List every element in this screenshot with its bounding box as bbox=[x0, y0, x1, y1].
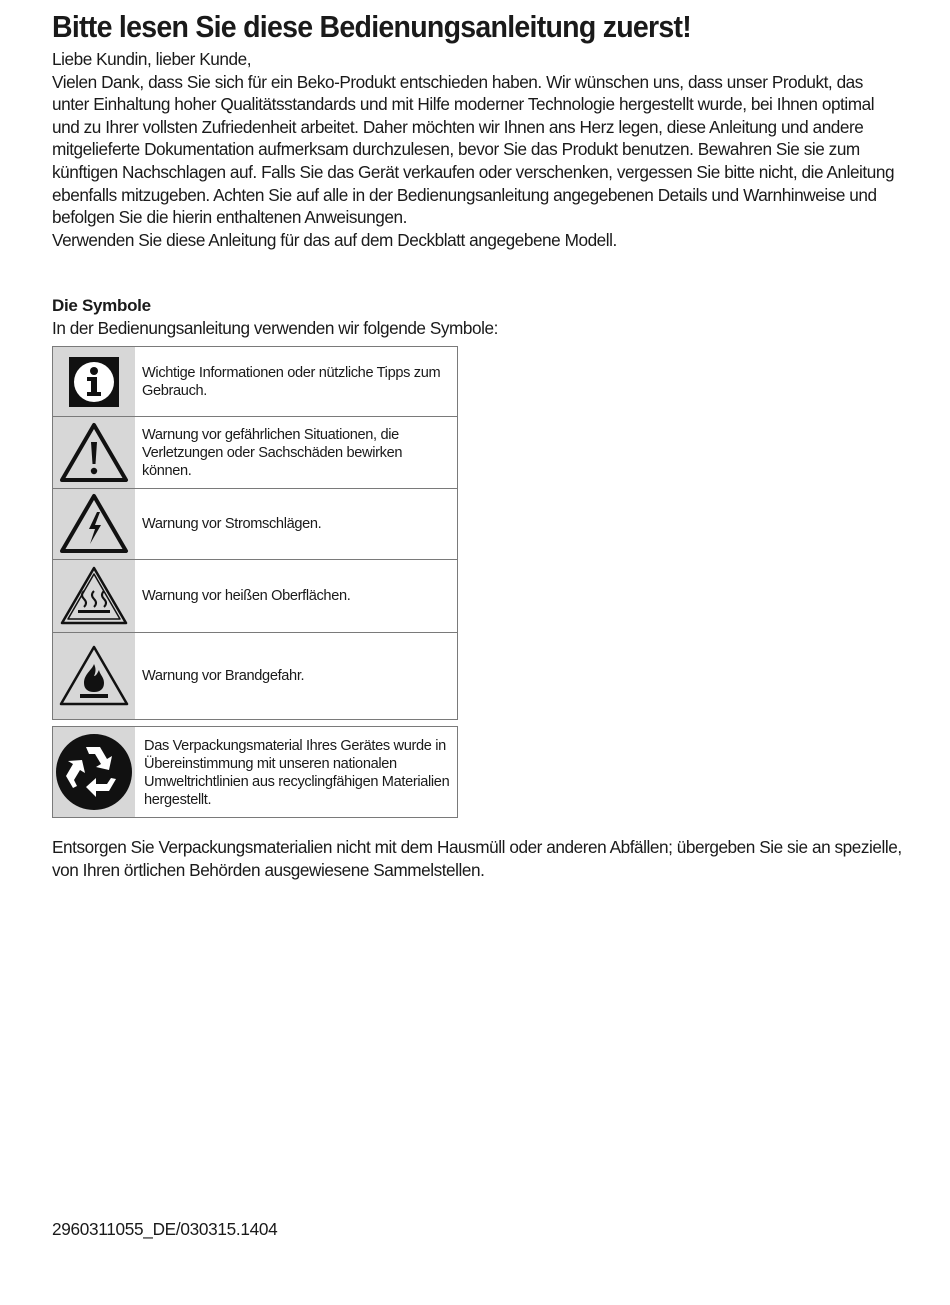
symbol-row-electric bbox=[53, 489, 457, 560]
greeting: Liebe Kundin, lieber Kunde, bbox=[52, 49, 252, 69]
recycling-text: Das Verpackungsmaterial Ihres Gerätes wurde in Übereinstimmung mit unseren nationalen Umweltrichtlinien aus recyclingfähigen Materialien hergestellt. bbox=[144, 738, 450, 808]
symbol-text-fire: Warnung vor Brandgefahr. bbox=[142, 668, 305, 684]
symbol-row-warning bbox=[53, 417, 457, 489]
document-code: 2960311055_DE/030315.1404 bbox=[52, 1219, 278, 1239]
electric-shock-icon bbox=[53, 489, 135, 559]
model-note: Verwenden Sie diese Anleitung für das auf dem Deckblatt angegebene Modell. bbox=[52, 229, 617, 250]
page-title: Bitte lesen Sie diese Bedienungsanleitung zuerst! bbox=[52, 9, 692, 44]
recycling-icon bbox=[53, 727, 135, 817]
symbols-table bbox=[52, 346, 458, 720]
intro-body: Vielen Dank, dass Sie sich für ein Beko-Produkt entschieden haben. Wir wünschen uns, dass unser Produkt, das unter Einhaltung hoher Qualitätsstandards und mit Hilfe moderner Technologie hergestellt wurde, bei Ihnen optimal und zu Ihrer vollsten Zufriedenheit arbeitet. Daher möchten wir Ihnen ans Herz legen, diese Anleitung und andere mitgelieferte Dokumentation aufmerksam durchzulesen, bevor Sie das Produkt benutzen. Bewahren Sie sie zum künftigen Nachschlagen auf. Falls Sie das Gerät verkaufen oder verschenken, vergessen Sie bitte nicht, die Anleitung ebenfalls mitzugeben. Achten Sie auf alle in der Bedienungsanleitung angegebenen Details und Warnhinweise und befolgen Sie die hierin enthaltenen Anweisungen. bbox=[52, 71, 895, 228]
warning-icon bbox=[53, 417, 135, 488]
intro-section bbox=[52, 48, 902, 251]
symbols-intro: In der Bedienungsanleitung verwenden wir folgende Symbole: bbox=[52, 318, 498, 338]
symbol-text-hot-surface: Warnung vor heißen Oberflächen. bbox=[142, 588, 351, 604]
hot-surface-icon bbox=[53, 560, 135, 632]
symbol-text-electric: Warnung vor Stromschlägen. bbox=[142, 516, 322, 532]
recycling-box bbox=[52, 726, 458, 818]
fire-hazard-icon bbox=[53, 633, 135, 719]
symbol-row-hot-surface bbox=[53, 560, 457, 633]
symbol-row-info bbox=[53, 347, 457, 417]
disposal-note: Entsorgen Sie Verpackungsmaterialien nicht mit dem Hausmüll oder anderen Abfällen; übergeben Sie sie an spezielle, von Ihren örtlichen Behörden ausgewiesene Sammelstellen. bbox=[52, 837, 902, 880]
symbol-text-warning: Warnung vor gefährlichen Situationen, die Verletzungen oder Sachschäden bewirken können. bbox=[142, 426, 403, 479]
symbol-row-fire bbox=[53, 633, 457, 719]
symbol-text-info: Wichtige Informationen oder nützliche Tipps zum Gebrauch. bbox=[142, 364, 441, 399]
info-icon bbox=[53, 347, 135, 416]
symbols-heading: Die Symbole bbox=[52, 296, 151, 315]
